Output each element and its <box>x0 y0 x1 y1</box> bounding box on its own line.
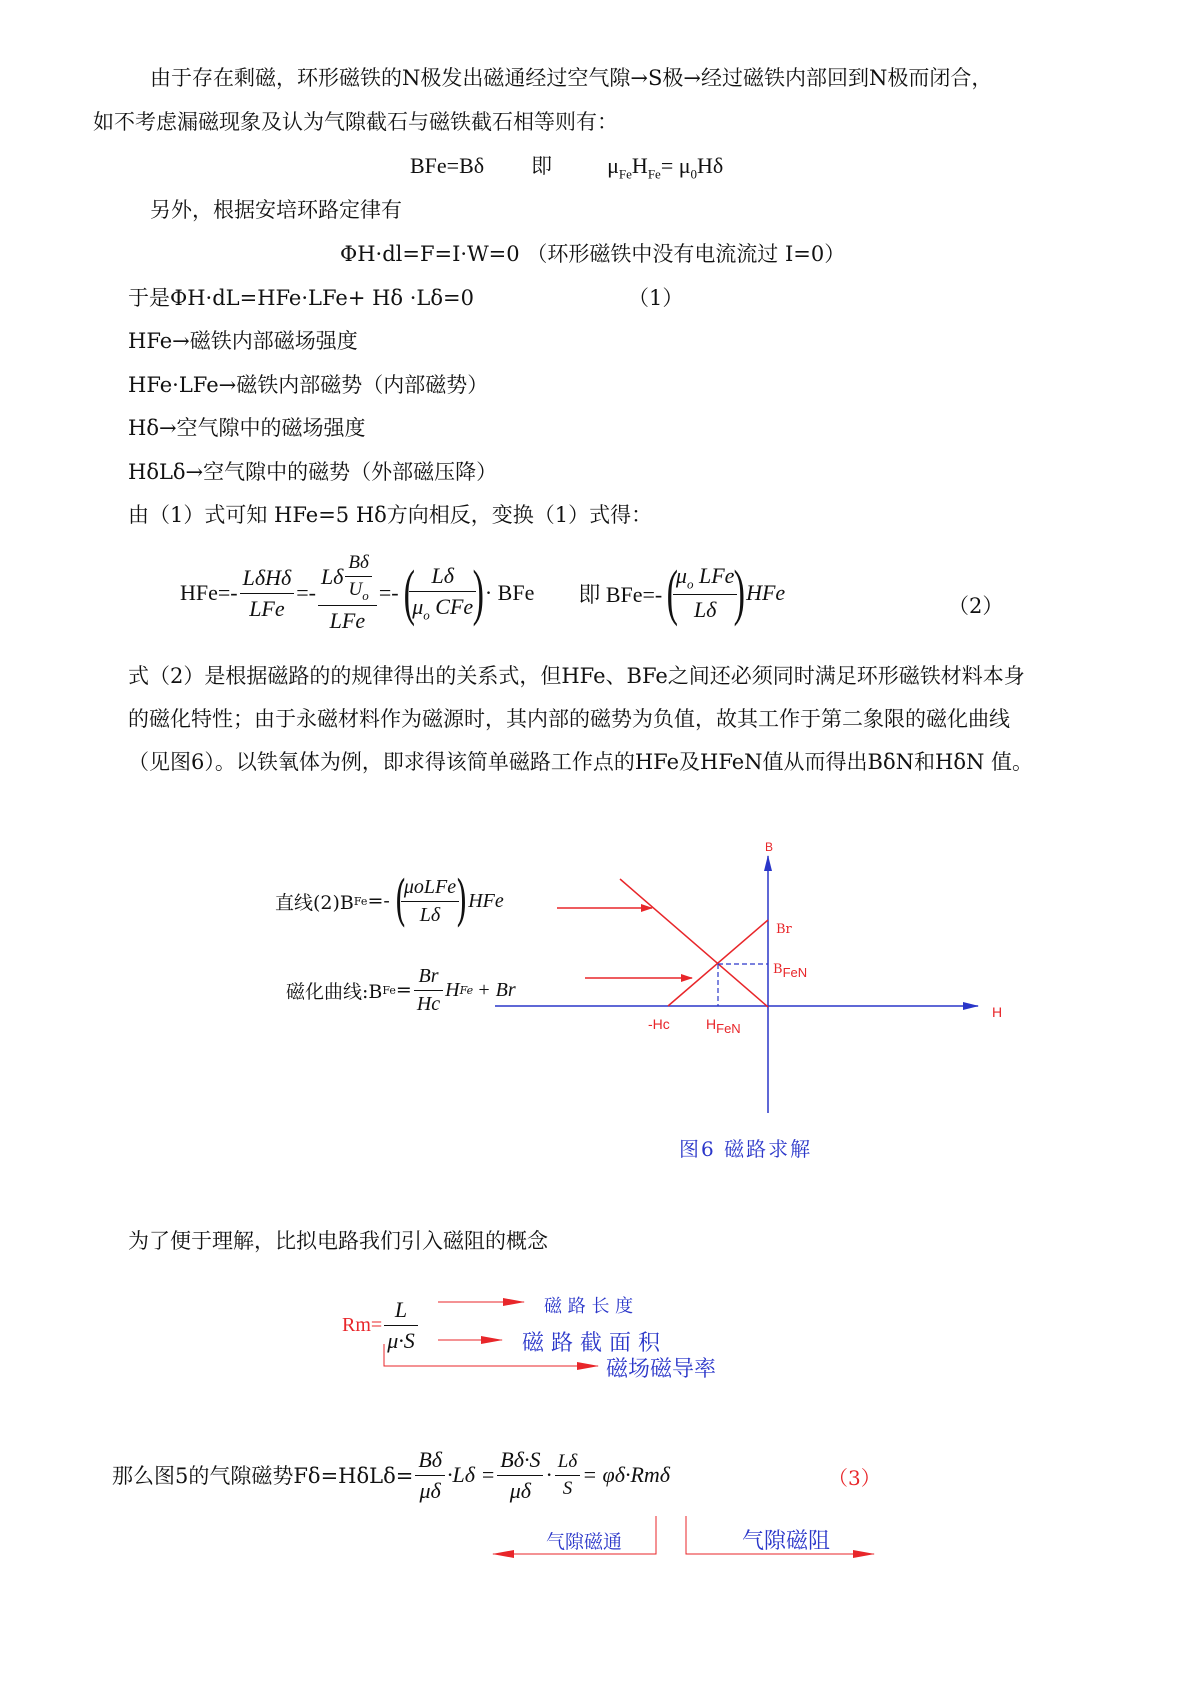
eq3-end: = φδ·Rmδ <box>582 1462 670 1487</box>
load-line-frac <box>401 876 459 927</box>
load-line-left-paren: ( <box>394 869 407 932</box>
annotation-area: 磁 路 截 面 积 <box>522 1331 660 1356</box>
eq2-frac4 <box>673 563 738 623</box>
curve-h: H <box>445 978 460 1001</box>
eq2-frac2-num <box>318 552 377 606</box>
eq2-left-paren-2: ( <box>666 559 679 627</box>
load-line-label-eq: =- <box>367 890 390 912</box>
ampere-intro: 另外，根据安培环路定律有 <box>150 198 402 222</box>
eq3-frac3-den: S <box>555 1475 580 1500</box>
definition-h-delta: Hδ→空气隙中的磁场强度 <box>128 416 366 440</box>
annotation-permeability: 磁场磁导率 <box>606 1357 717 1382</box>
reluctance-formula <box>342 1294 420 1356</box>
eq2-hfe-end: HFe <box>746 580 786 605</box>
eq2-frac2 <box>318 552 377 635</box>
figure-caption: 图6 磁路求解 <box>679 1137 813 1161</box>
para1-line2: 如不考虑漏磁现象及认为气隙截石与磁铁截石相等则有： <box>93 110 618 134</box>
curve-label <box>286 960 516 1020</box>
figure-6-diagram <box>0 820 1191 1160</box>
eq2-right-paren-2: ) <box>734 559 746 627</box>
eq2-mu-2: μ <box>675 562 687 588</box>
curve-frac-num: Br <box>418 964 439 987</box>
load-line-frac-den: Lδ <box>401 901 459 927</box>
eq-bfe-fe-sub-2: Fe <box>647 166 661 182</box>
reluctance-frac-den: μ·S <box>384 1325 418 1354</box>
eq3-frac2 <box>497 1447 543 1504</box>
bfen-b: B <box>773 962 783 977</box>
eq3-frac3-num: Lδ <box>557 1450 578 1472</box>
eq3-frac3 <box>555 1451 580 1500</box>
definition-hfe: HFe→磁铁内部磁场强度 <box>128 329 358 353</box>
eq2-inner-frac <box>345 552 371 604</box>
eq2-inner-num: Bδ <box>348 551 369 573</box>
eq3-frac1-num: Bδ <box>418 1446 442 1472</box>
eq-bfe-fe-sub: Fe <box>618 166 632 182</box>
curve-label-prefix: 磁化曲线:B <box>286 980 383 1003</box>
eq2-frac1-den: LFe <box>240 593 295 622</box>
para2-line3: （见图6）。以铁氧体为例，即求得该简单磁路工作点的HFe及HFeN值从而得出BδN和HδN 值。 <box>128 750 1034 774</box>
curve-label-sub: Fe <box>382 983 396 997</box>
eq2-l-delta: Lδ <box>320 564 344 590</box>
curve-frac-den: Hc <box>414 990 443 1016</box>
eq1-label: （1） <box>628 286 684 310</box>
load-line-frac-num: μoLFe <box>403 875 457 898</box>
reluctance-frac <box>384 1297 418 1354</box>
reluctance-intro: 为了便于理解，比拟电路我们引入磁阻的概念 <box>128 1229 548 1253</box>
br-label: Br <box>776 922 792 937</box>
para2-line2: 的磁化特性；由于永磁材料作为磁源时，其内部的磁势为负值，故其工作于第二象限的磁化曲线 <box>128 707 1010 731</box>
axis-h-label: H <box>992 1004 1003 1020</box>
eq2-eq-minus-2: =- <box>378 580 399 605</box>
eq2-frac3-den <box>409 591 476 623</box>
eq2-mu: μ <box>412 593 424 619</box>
eq2-frac4-den: Lδ <box>673 594 738 623</box>
eq3-mid1: ·Lδ = <box>446 1462 496 1487</box>
eq2-frac1-num: LδHδ <box>242 564 292 590</box>
eq-bfe-mu: μ <box>607 153 619 178</box>
para2-line1: 式（2）是根据磁路的的规律得出的关系式，但HFe、BFe之间还必须同时满足环形磁铁材料本身 <box>128 664 1025 688</box>
bfen-sub: FeN <box>782 965 808 980</box>
eq3-frac2-den: μδ <box>497 1475 543 1504</box>
definition-gap-mmf: HδLδ→空气隙中的磁势（外部磁压降） <box>128 460 498 484</box>
eq2-dot-bfe: · BFe <box>484 580 535 605</box>
annotation-gap-flux: 气隙磁通 <box>546 1531 623 1553</box>
load-line-label-prefix: 直线(2)B <box>275 891 354 914</box>
eq2-left-paren: ( <box>403 559 415 627</box>
curve-suffix: + Br <box>477 978 516 1001</box>
equation-2 <box>180 548 785 638</box>
eq2-eq-minus: =- <box>296 580 316 605</box>
reluctance-frac-num: L <box>394 1296 408 1322</box>
eq3-frac1-den: μδ <box>415 1475 445 1504</box>
eq2-hfe-lhs: HFe=- <box>180 580 238 605</box>
bfen-label <box>773 962 807 980</box>
eq3-frac2-num: Bδ·S <box>500 1446 541 1472</box>
load-line-label <box>275 868 504 934</box>
curve-frac <box>414 965 443 1016</box>
eq2-frac2-den: LFe <box>318 605 377 634</box>
axis-b-label: B <box>765 840 774 854</box>
load-line-label-sub: Fe <box>353 894 368 908</box>
eq-ampere: ΦH·dl=F=I·W=0 （环形磁铁中没有电流流过 I=0） <box>340 242 846 266</box>
hfen-label <box>706 1016 741 1036</box>
para1-line1: 由于存在剩磁，环形磁铁的N极发出磁通经过空气隙→S极→经过磁铁内部回到N极而闭合， <box>150 66 993 90</box>
eq1-text: 于是ΦH·dL=HFe·LFe+ Hδ ·Lδ=0 <box>128 286 474 310</box>
annotation-length: 磁 路 长 度 <box>544 1296 634 1317</box>
hfen-sub: FeN <box>716 1021 741 1036</box>
eq-bfe-h: H <box>631 153 648 178</box>
eq2-label: （2） <box>948 594 1004 618</box>
eq2-u: U <box>348 578 363 600</box>
eq2-ji-bfe: 即 BFe=- <box>578 581 663 607</box>
eq-bfe-h-delta: Hδ <box>697 153 724 178</box>
eq3-frac1 <box>415 1447 445 1504</box>
eq2-mu-sub: o <box>423 607 430 623</box>
eq2-frac1 <box>240 565 295 622</box>
eq2-frac3 <box>409 563 476 623</box>
eq2-right-paren: ) <box>472 559 485 627</box>
eq2-u-sub: o <box>362 587 369 603</box>
eq2-frac3-num: Lδ <box>431 562 454 588</box>
eq3-prefix: 那么图5的气隙磁势Fδ=HδLδ= <box>112 1464 414 1488</box>
load-line <box>620 879 768 1007</box>
curve-label-eq: = <box>395 979 412 1001</box>
eq-bfe <box>410 150 723 182</box>
eq-bfe-ji: 即 <box>531 154 553 178</box>
eq3-label: （3） <box>828 1466 881 1490</box>
equation-3 <box>112 1442 670 1508</box>
annotation-gap-reluctance: 气隙磁阻 <box>742 1529 831 1554</box>
eq2-cfe: CFe <box>435 593 474 619</box>
eq-bfe-zero-sub: 0 <box>690 166 698 182</box>
eq-bfe-left: BFe=Bδ <box>410 153 485 178</box>
eq-bfe-eq-rest: = μ <box>660 153 691 178</box>
hfen-h: H <box>706 1016 717 1032</box>
definition-internal-mmf: HFe·LFe→磁铁内部磁势（内部磁势） <box>128 373 489 397</box>
transform-intro: 由（1）式可知 HFe=5 Hδ方向相反，变换（1）式得： <box>128 503 653 527</box>
curve-h-sub: Fe <box>459 983 474 997</box>
eq3-dot: · <box>545 1462 553 1487</box>
eq2-inner-den <box>345 576 371 604</box>
load-line-right-paren: ) <box>455 869 468 932</box>
hc-label: -Hc <box>648 1016 670 1032</box>
load-line-suffix: HFe <box>468 889 504 912</box>
eq2-mu-sub-2: o <box>686 576 694 592</box>
eq2-frac4-num <box>673 563 738 594</box>
rm-label: Rm= <box>342 1313 383 1336</box>
eq2-lfe-2: LFe <box>698 562 735 588</box>
